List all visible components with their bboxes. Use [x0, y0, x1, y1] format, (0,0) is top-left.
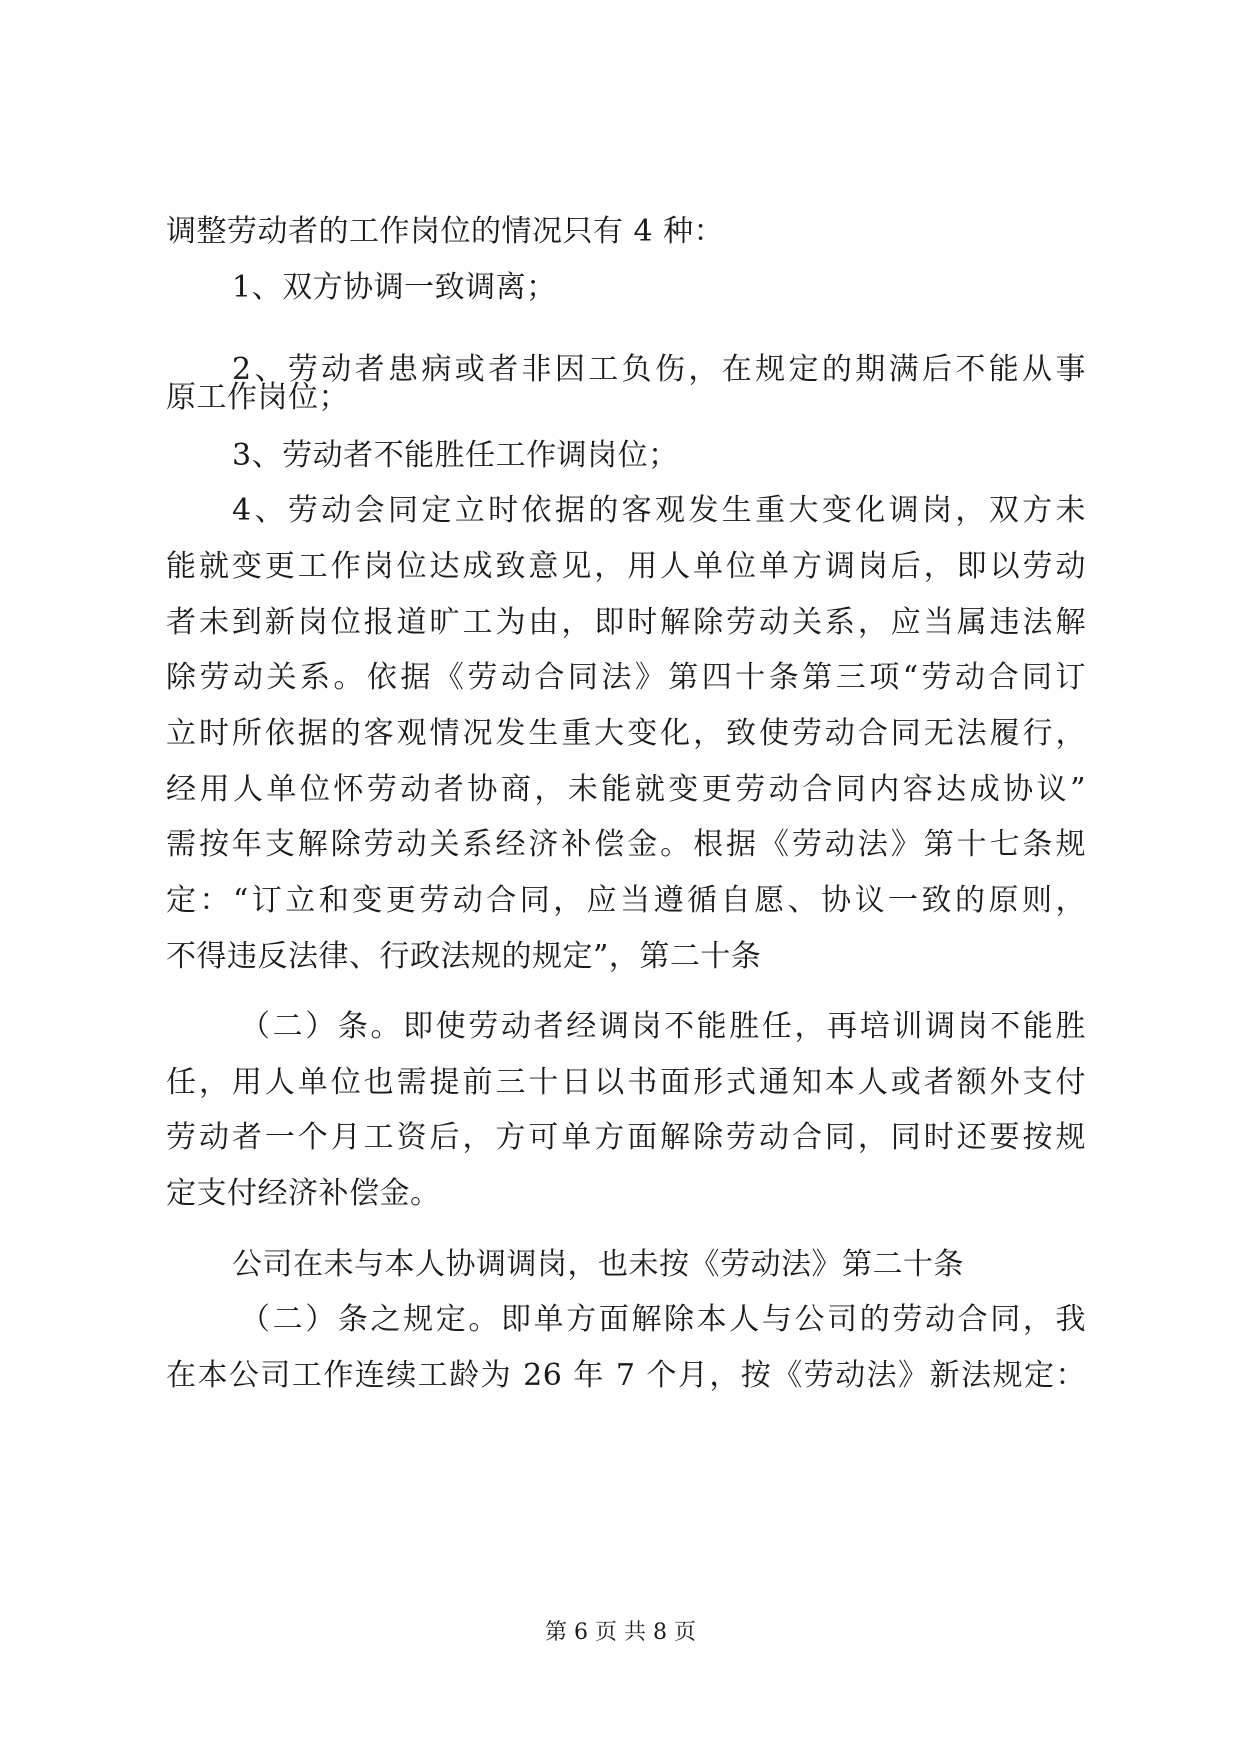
text-line: 定支付经济补偿金。: [166, 1176, 441, 1211]
text-line: 调整劳动者的工作岗位的情况只有 4 种：: [166, 214, 725, 249]
text-line: 定：“订立和变更劳动合同，应当遵循自愿、协议一致的原则，: [166, 883, 1086, 918]
page-number: 第 6 页 共 8 页: [545, 1620, 696, 1645]
text-line: 者未到新岗位报道旷工为由，即时解除劳动关系，应当属违法解: [166, 605, 1086, 640]
text-line: 立时所依据的客观情况发生重大变化，致使劳动合同无法履行，: [166, 716, 1086, 751]
list-item-4: 4、劳动会同定立时依据的客观发生重大变化调岗，双方未: [232, 493, 1086, 528]
text-line: 原工作岗位；: [166, 380, 349, 415]
list-item-2: 2、劳动者患病或者非因工负伤，在规定的期满后不能从事: [232, 352, 1086, 387]
text-line: 在本公司工作连续工龄为 26 年 7 个月，按《劳动法》新法规定：: [166, 1358, 1086, 1393]
text-line: 任，用人单位也需提前三十日以书面形式通知本人或者额外支付: [166, 1065, 1086, 1100]
text-line: 需按年支解除劳动关系经济补偿金。根据《劳动法》第十七条规: [166, 827, 1086, 862]
text-line: （二）条。即使劳动者经调岗不能胜任，再培训调岗不能胜: [240, 1009, 1086, 1044]
list-item-3: 3、劳动者不能胜任工作调岗位；: [232, 438, 679, 473]
text-line: 能就变更工作岗位达成致意见，用人单位单方调岗后，即以劳动: [166, 549, 1086, 584]
list-item-1: 1、双方协调一致调离；: [232, 270, 557, 305]
text-line: 公司在未与本人协调调岗，也未按《劳动法》第二十条: [232, 1247, 964, 1282]
text-line: 不得违反法律、行政法规的规定”，第二十条: [166, 939, 762, 974]
text-line: （二）条之规定。即单方面解除本人与公司的劳动合同，我: [240, 1302, 1086, 1337]
text-line: 劳动者一个月工资后，方可单方面解除劳动合同，同时还要按规: [166, 1120, 1086, 1155]
text-line: 经用人单位怀劳动者协商，未能就变更劳动合同内容达成协议”: [166, 772, 1086, 807]
text-line: 除劳动关系。依据《劳动合同法》第四十条第三项“劳动合同订: [166, 660, 1086, 695]
